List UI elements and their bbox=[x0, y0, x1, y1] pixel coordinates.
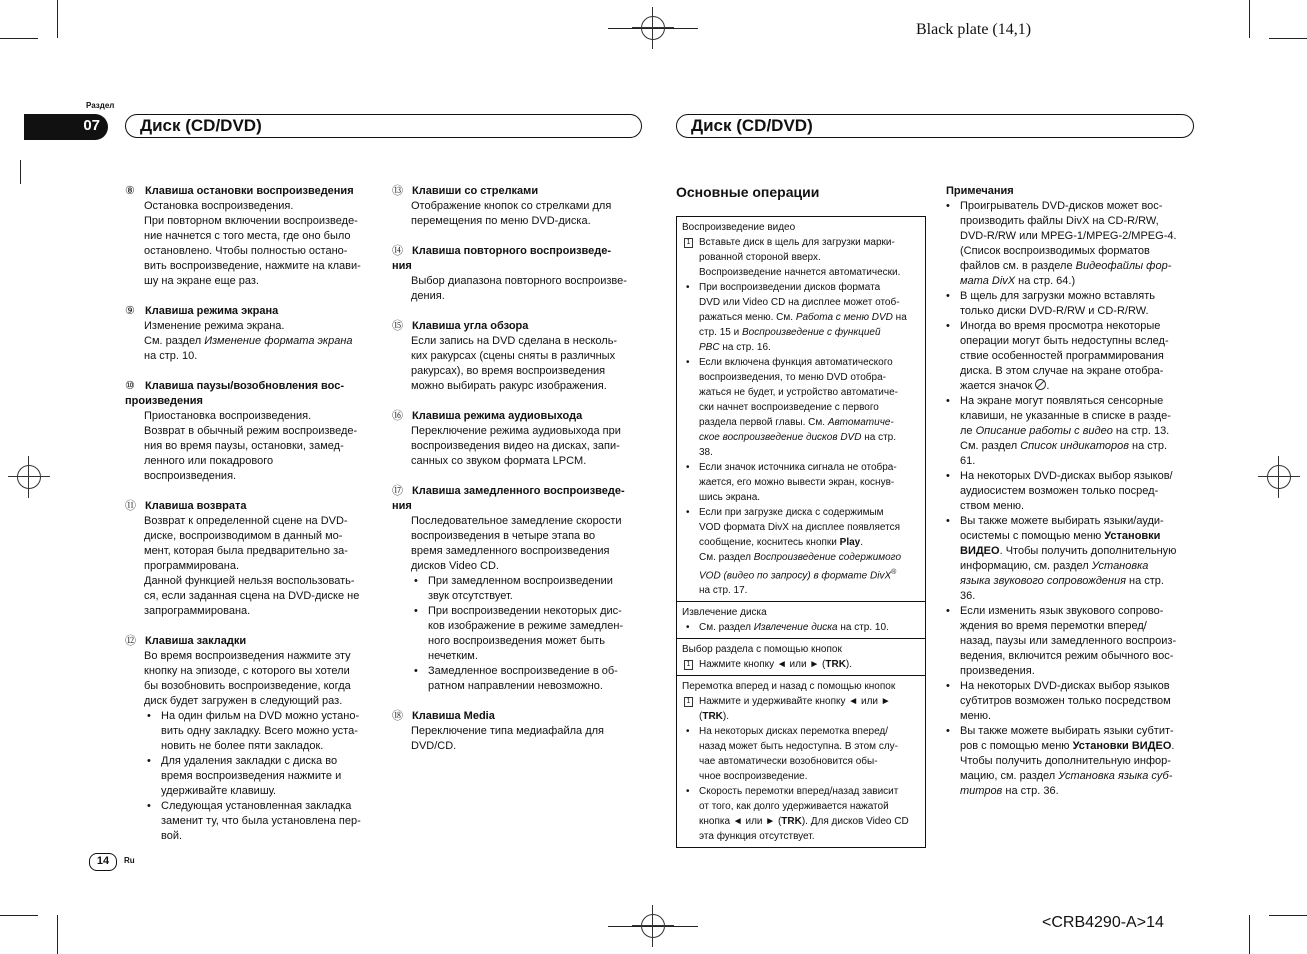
list-item: • Проигрыватель DVD-дисков может вос- производить файлы DivX на CD-R/RW, DVD-R/RW или MPEG-1/MPEG-2/MPEG-4. (Список воспроизводимых форматов файлов см. в разделе Видеофайлы фор- мата DivX на стр. 64.) bbox=[946, 199, 1201, 289]
list-item: • Следующая установленная закладка заменит ту, что была установлена пер- вой. bbox=[125, 799, 375, 844]
list-item: • Иногда во время просмотра некоторые операции могут быть недоступны вслед- ствие особенностей программирования диска. В этом случае на экране отобра- жается значок . bbox=[946, 319, 1201, 394]
crop-mark bbox=[1249, 0, 1250, 38]
list-item: • При замедленном воспроизведении звук отсутствует. bbox=[392, 574, 647, 604]
registration-mark-icon bbox=[17, 465, 41, 489]
box-section-eject: Извлечение диска • См. раздел Извлечение диска на стр. 10. bbox=[677, 602, 925, 639]
box-section-chapter: Выбор раздела с помощью кнопок 1 Нажмите кнопку ◄ или ► (TRK). bbox=[677, 639, 925, 676]
crop-mark bbox=[0, 38, 38, 39]
list-item: • См. раздел Извлечение диска на стр. 10. bbox=[682, 620, 920, 635]
registration-mark-icon bbox=[641, 16, 665, 40]
step-item: 1 Нажмите и удерживайте кнопку ◄ или ► (TRK). bbox=[682, 694, 920, 724]
box-section-video: Воспроизведение видео 1 Вставьте диск в щель для загрузки марки- рованной стороной вверх. Воспроизведение начнется автоматически. • При воспроизведении дисков формата DVD или Video CD на дисплее может отоб- ражаться меню. См. Работа с меню DVD на стр. 15 и Воспроизведение с функцией PBC на стр. 16. • Если включена функция автоматического воспроизведения, то меню DVD отобра- жаться не будет, и устройство автоматиче- ски начнет воспроизведение с первого раздела первой главы. См. Автоматиче- ское воспроизведение дисков DVD на стр. 38. • Если значок источника сигнала не отобра- жается, его можно вывести экран, коснув- шись экрана. • Если при загрузке диска с содержимым VOD формата DivX на дисплее появляется сообщение, коснитесь кнопки Play. См. раздел Воспроизведение содержимого VOD (видео по запросу) в формате DivX® на стр. 17. bbox=[677, 217, 925, 602]
notes-column bbox=[946, 184, 1201, 799]
list-item: • На некоторых дисках перемотка вперед/ назад может быть недоступна. В этом слу- чае автоматически возобновится обы- чное воспроизведение. bbox=[682, 724, 920, 784]
plate-label: Black plate (14,1) bbox=[916, 21, 1032, 38]
item-9: ⑨ Клавиша режима экрана Изменение режима экрана. См. раздел Изменение формата экрана на стр. 10. bbox=[125, 305, 353, 362]
list-item: • В щель для загрузки можно вставлять только диски DVD-R/RW и CD-R/RW. bbox=[946, 289, 1201, 319]
item-16: ⑯ Клавиша режима аудиовыхода Переключение режима аудиовыхода при воспроизведения видео на дисках, запи- санных со звуком формата LPCM. bbox=[392, 410, 621, 467]
step-item: 1 Вставьте диск в щель для загрузки марки- рованной стороной вверх. Воспроизведение начнется автоматически. bbox=[682, 235, 920, 280]
list-item: • Если значок источника сигнала не отобра- жается, его можно вывести экран, коснув- шись экрана. bbox=[682, 460, 920, 505]
crop-mark bbox=[1249, 915, 1250, 954]
page-title: Диск (CD/DVD) bbox=[676, 114, 1194, 138]
item-8: ⑧ Клавиша остановки воспроизведения Остановка воспроизведения. При повторном включении воспроизведе- ние начнется с того места, где оно было остановлено. Чтобы полностью остано- вить воспроизведение, нажмите на клави- шу на экране еще раз. bbox=[125, 185, 361, 287]
list-item: • Для удаления закладки с диска во время воспроизведения нажмите и удерживайте клавишу. bbox=[125, 754, 375, 799]
list-item: • Скорость перемотки вперед/назад зависит от того, как долго удерживается нажатой кнопка ◄ или ► (TRK). Для дисков Video CD эта функция отсутствует. bbox=[682, 784, 920, 844]
list-item: • Если при загрузке диска с содержимым VOD формата DivX на дисплее появляется сообщение, коснитесь кнопки Play. См. раздел Воспроизведение содержимого VOD (видео по запросу) в формате DivX® на стр. 17. bbox=[682, 505, 920, 598]
box-section-seek: Перемотка вперед и назад с помощью кнопок 1 Нажмите и удерживайте кнопку ◄ или ► (TRK). • На некоторых дисках перемотка вперед/ назад может быть недоступна. В этом слу- чае автоматически возобновится обы- чное воспроизведение. • Скорость перемотки вперед/назад зависит от того, как долго удерживается нажатой кнопка ◄ или ► (TRK). Для дисков Video CD эта функция отсутствует. bbox=[677, 676, 925, 847]
list-item: • Замедленное воспроизведение в об- ратном направлении невозможно. bbox=[392, 664, 647, 694]
list-item: • Вы также можете выбирать языки субтит- ров с помощью меню Установки ВИДЕО. Чтобы получить дополнительную инфор- мацию, см. раздел Установка языка суб- титров на стр. 36. bbox=[946, 724, 1201, 799]
item-14: ⑭ Клавиша повторного воспроизведе- ния Выбор диапазона повторного воспроизве- дения. bbox=[392, 245, 627, 302]
item-11: ⑪ Клавиша возврата Возврат к определенной сцене на DVD- диске, воспроизводимом в данный мо- мент, которая была предварительно за- программирована. Данной функцией нельзя воспользовать- ся, если заданная сцена на DVD-диске не запрограммирована. bbox=[125, 500, 360, 617]
list-item: • При воспроизведении некоторых дис- ков изображение в режиме замедлен- ного воспроизведения может быть нечетким. bbox=[392, 604, 647, 664]
item-12: ⑫ Клавиша закладки Во время воспроизведения нажмите эту кнопку на эпизоде, с которого вы хотели бы возобновить воспроизведение, когда диск будет загружен в следующий раз. • На один фильм на DVD можно устано- вить одну закладку. Всего можно уста- новить не более пяти закладок. • Для удаления закладки с диска во время воспроизведения нажмите и удерживайте клавишу. • Следующая установленная закладка заменит ту, что была установлена пер- вой. bbox=[125, 634, 375, 844]
item-18: ⑱ Клавиша Media Переключение типа медиафайла для DVD/CD. bbox=[392, 710, 604, 752]
prohibited-icon bbox=[1035, 379, 1046, 390]
item-17: ⑰ Клавиша замедленного воспроизведе- ния Последовательное замедление скорости воспроизведения в четыре этапа во время замедленного воспроизведения дисков Video CD. • При замедленном воспроизведении звук отсутствует. • При воспроизведении некоторых дис- ков изображение в режиме замедлен- ного воспроизведения может быть нечетким. • Замедленное воспроизведение в об- ратном направлении невозможно. bbox=[392, 484, 647, 694]
crop-mark bbox=[57, 0, 58, 38]
item-13: ⑬ Клавиши со стрелками Отображение кнопок со стрелками для перемещения по меню DVD-диска. bbox=[392, 185, 612, 227]
page-number-badge bbox=[89, 853, 117, 871]
page-title: Диск (CD/DVD) bbox=[125, 114, 642, 138]
list-item: • При воспроизведении дисков формата DVD или Video CD на дисплее может отоб- ражаться меню. См. Работа с меню DVD на стр. 15 и Воспроизведение с функцией PBC на стр. 16. bbox=[682, 280, 920, 355]
item-15: ⑮ Клавиша угла обзора Если запись на DVD сделана в несколь- ких ракурсах (сцены сняты в различных ракурсах), во время воспроизведения можно выбирать ракурс изображения. bbox=[392, 320, 618, 392]
step-item: 1 Нажмите кнопку ◄ или ► (TRK). bbox=[682, 657, 920, 672]
section-heading: Основные операции bbox=[676, 184, 820, 200]
list-item: • На некоторых DVD-дисках выбор языков субтитров возможен только посредством меню. bbox=[946, 679, 1201, 724]
language-code: Ru bbox=[124, 856, 135, 865]
list-item: • На некоторых DVD-дисках выбор языков/ аудиосистем возможен только посред- ством меню. bbox=[946, 469, 1201, 514]
column-1 bbox=[125, 184, 375, 859]
item-10: ⑩ Клавиша паузы/возобновления вос- произведения Приостановка воспроизведения. Возврат в обычный режим воспроизведе- ния во время паузы, остановки, замед- ленного или покадрового воспроизведения. bbox=[125, 380, 358, 482]
registration-mark-icon bbox=[1267, 465, 1291, 489]
crop-mark bbox=[1269, 915, 1307, 916]
registration-mark-icon bbox=[641, 914, 665, 938]
section-number: 07 bbox=[83, 117, 100, 134]
crop-mark bbox=[57, 915, 58, 954]
column-2 bbox=[392, 184, 647, 769]
list-item: • На один фильм на DVD можно устано- вить одну закладку. Всего можно уста- новить не более пяти закладок. bbox=[125, 709, 375, 754]
crop-mark bbox=[1269, 38, 1307, 39]
list-item: • Если включена функция автоматического воспроизведения, то меню DVD отобра- жаться не будет, и устройство автоматиче- ски начнет воспроизведение с первого раздела первой главы. См. Автоматиче- ское воспроизведение дисков DVD на стр. 38. bbox=[682, 355, 920, 460]
section-badge bbox=[24, 114, 108, 140]
list-item: • Если изменить язык звукового сопрово- ждения во время перемотки вперед/ назад, паузы или замедленного воспроиз- ведения, включится режим обычного вос- произведения. bbox=[946, 604, 1201, 679]
crop-mark bbox=[20, 160, 21, 184]
list-item: • Вы также можете выбирать языки/ауди- осистемы с помощью меню Установки ВИДЕО. Чтобы получить дополнительную информацию, см. раздел Установка языка звукового сопровождения на стр. 36. bbox=[946, 514, 1201, 604]
crop-mark bbox=[0, 915, 38, 916]
section-label: Раздел bbox=[86, 101, 115, 110]
footer-code: <CRB4290-A>14 bbox=[1042, 914, 1164, 931]
list-item: • На экране могут появляться сенсорные клавиши, не указанные в списке в разде- ле Описание работы с видео на стр. 13. См. раздел Список индикаторов на стр. 61. bbox=[946, 394, 1201, 469]
notes-title: Примечания bbox=[946, 185, 1014, 197]
page-number: 14 bbox=[96, 855, 110, 867]
operations-box bbox=[676, 216, 926, 848]
